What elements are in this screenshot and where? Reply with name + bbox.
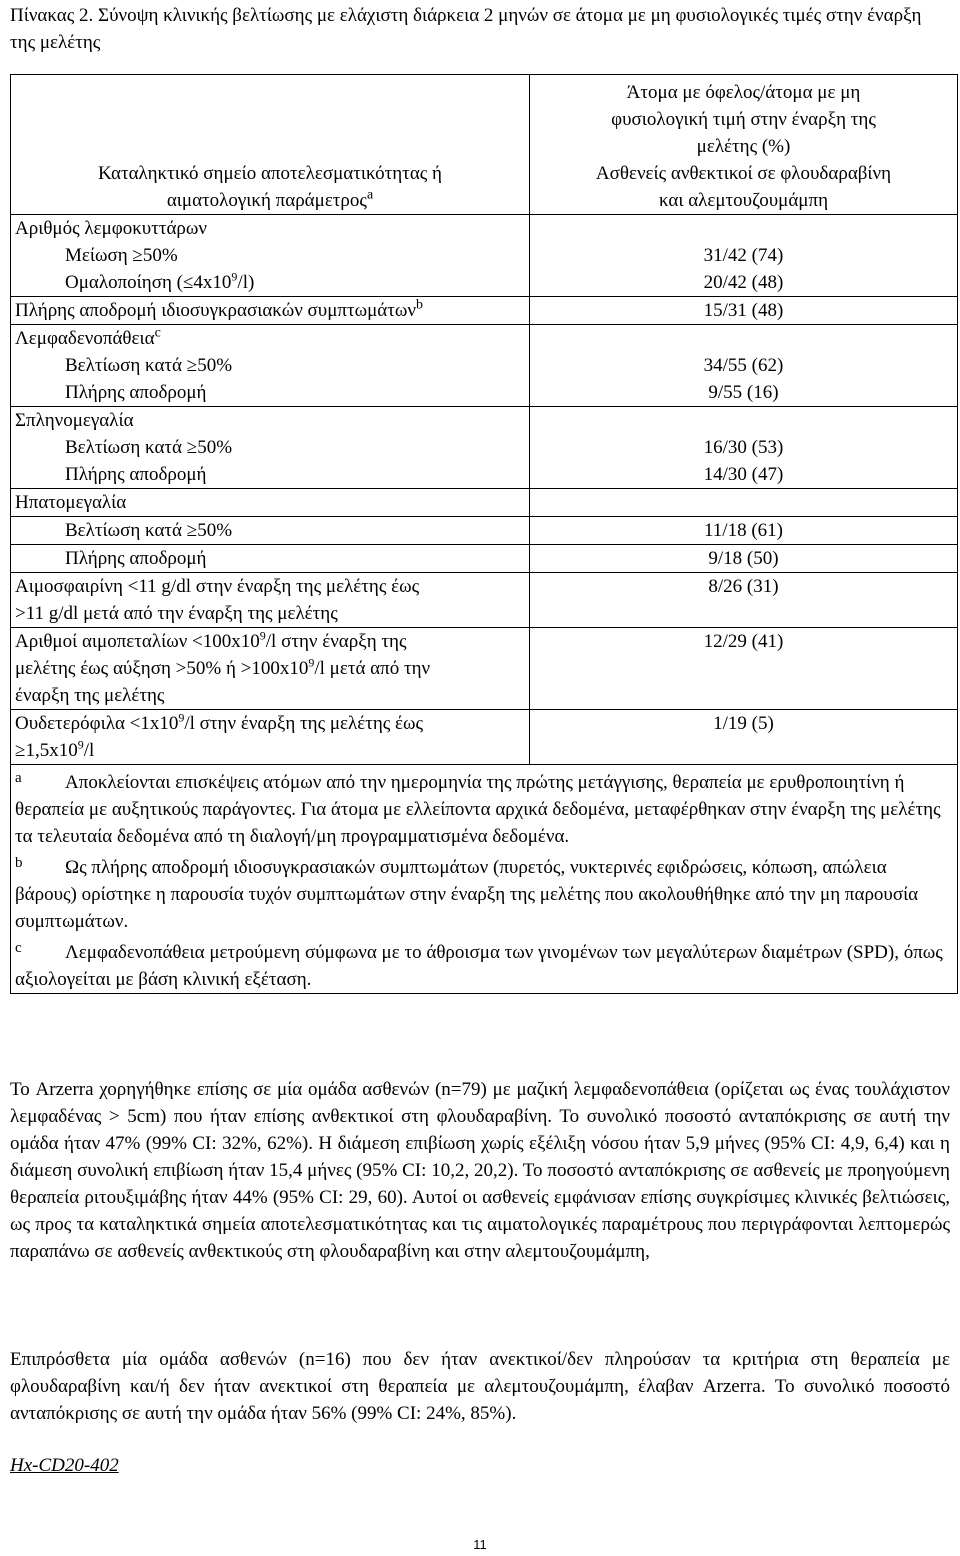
- value-cell: 31/42 (74): [703, 245, 784, 266]
- ge-symbol: ≥: [15, 740, 26, 761]
- footnote-a-ref: a: [366, 187, 374, 203]
- study-code: Hx-CD20-402: [10, 1455, 119, 1476]
- sub-label: Πλήρης αποδρομή: [65, 382, 207, 403]
- exponent: 9: [259, 628, 266, 643]
- value-cell: 11/18 (61): [530, 517, 958, 545]
- table-row: [11, 517, 958, 545]
- ge-symbol: ≥: [186, 437, 198, 458]
- table-row: [11, 489, 958, 517]
- exponent: 9: [308, 655, 315, 670]
- sub-label-part: /l): [237, 272, 255, 293]
- value-cell: 15/31 (48): [530, 297, 958, 325]
- table-header-row: [11, 75, 958, 215]
- ge-symbol: ≥: [186, 355, 198, 376]
- sub-label-pct: 50%: [197, 437, 233, 458]
- table-row: [11, 545, 958, 573]
- table-row: [11, 215, 958, 297]
- footnotes-row: [11, 765, 958, 994]
- header-endpoint-line1: Καταληκτικό σημείο αποτελεσματικότητας ή: [98, 163, 442, 184]
- paragraph-bulky-lymphadenopathy: Το Arzerra χορηγήθηκε επίσης σε μία ομάδα ασθενών (n=79) με μαζική λεμφαδενοπάθεια (ορίζεται ως ένας τουλάχιστον λεμφαδένας > 5cm) που ήταν επίσης ανθεκτικοί στη φλουδαραβίνη. Το συνολικό ποσοστό ανταπόκρισης σε αυτή την ομάδα ήταν 47% (99% CI: 32%, 62%). Η διάμεση επιβίωση χωρίς εξέλιξη νόσου ήταν 5,9 μήνες (95% CI: 4,9, 6,4) και η διάμεση συνολική επιβίωση ήταν 15,4 μήνες (95% CI: 10,2, 20,2). Το ποσοστό ανταπόκρισης σε ασθενείς με προηγούμενη θεραπεία ριτουξιμάβης ήταν 44% (95% CI: 29, 60). Αυτοί οι ασθενείς εμφάνισαν επίσης συγκρίσιμες κλινικές βελτιώσεις, ως προς τα καταληκτικά σημεία αποτελεσματικότητας και τις αιματολογικές παραμέτρους που περιγράφονται λεπτομερώς παραπάνω σε ασθενείς ανθεκτικούς στη φλουδαραβίνη και στην αλεμτουζουμάμπη,: [10, 1079, 950, 1262]
- header-benefit-cell: [530, 75, 958, 215]
- page-number: 11: [473, 1537, 487, 1552]
- row-label-lymphocytes: Αριθμός λεμφοκυττάρων: [15, 218, 208, 239]
- sub-label-pct: 50%: [197, 355, 233, 376]
- row-label-splenomegaly: Σπληνομεγαλία: [15, 410, 134, 431]
- row-label-part: /l στην έναρξη της μελέτης έως: [184, 713, 424, 734]
- header-benefit-line5: και αλεμτουζουμάμπη: [658, 190, 829, 211]
- ge-symbol: ≥: [132, 245, 143, 266]
- row-label-part: μελέτης έως αύξηση >50% ή >100x10: [15, 658, 309, 679]
- sub-label-part: 4x10: [193, 272, 232, 293]
- header-benefit-line1: Άτομα με όφελος/άτομα με μη: [626, 82, 861, 103]
- footnote-a: [15, 765, 953, 850]
- table-row: [11, 710, 958, 765]
- sub-label: Βελτίωση κατά: [65, 437, 187, 458]
- value-cell: 16/30 (53): [703, 437, 784, 458]
- footnote-b-ref: b: [416, 297, 423, 313]
- footnote-a-mark: a: [15, 770, 22, 786]
- header-benefit-line2: φυσιολογική τιμή στην έναρξη της: [611, 109, 876, 130]
- sub-label: Ομαλοποίηση (: [65, 272, 183, 293]
- table-row: [11, 628, 958, 710]
- sub-label: Μείωση: [65, 245, 133, 266]
- row-label-part: έναρξη της μελέτης: [15, 685, 165, 706]
- sub-label: Βελτίωση κατά: [65, 520, 187, 541]
- sub-label: Πλήρης αποδρομή: [65, 464, 207, 485]
- row-label-neutrophils: Ουδετερόφιλα <1x10: [15, 713, 179, 734]
- row-label-symptoms: Πλήρης αποδρομή ιδιοσυγκρασιακών συμπτωμάτων: [15, 300, 416, 321]
- value-cell: 20/42 (48): [703, 272, 784, 293]
- value-cell: 1/19 (5): [530, 710, 958, 765]
- footnote-c-ref: c: [154, 325, 161, 341]
- value-cell: 12/29 (41): [530, 628, 958, 710]
- paragraph-intolerant-group: Επιπρόσθετα μία ομάδα ασθενών (n=16) που δεν ήταν ανεκτικοί/δεν πληρούσαν τα κριτήρια στη θεραπεία με φλουδαραβίνη και/ή δεν ήταν ανεκτικοί στη θεραπεία με αλεμτουζουμάμπη, έλαβαν Arzerra. Το συνολικό ποσοστό ανταπόκρισης σε αυτή την ομάδα ήταν 56% (99% CI: 24%, 85%).: [10, 1349, 950, 1424]
- value-cell: 9/18 (50): [530, 545, 958, 573]
- table-row: [11, 297, 958, 325]
- exponent: 9: [178, 710, 185, 725]
- row-label-hepatomegaly: Ηπατομεγαλία: [11, 489, 530, 517]
- results-table: [10, 74, 958, 994]
- header-endpoint-line2: αιματολογική παράμετρος: [166, 190, 367, 211]
- row-label-hemoglobin-cont: >11 g/dl μετά από την έναρξη της μελέτης: [15, 603, 338, 624]
- row-label-platelets: Αριθμοί αιμοπεταλίων <100x10: [15, 631, 260, 652]
- exponent: 9: [77, 737, 84, 752]
- header-endpoint-cell: [11, 75, 530, 215]
- row-label-part: 1,5x10: [25, 740, 78, 761]
- row-label-part: /l: [83, 740, 95, 761]
- sub-label: Πλήρης αποδρομή: [65, 548, 207, 569]
- footnote-c-mark: c: [15, 940, 22, 956]
- value-cell: 8/26 (31): [530, 573, 958, 628]
- value-cell: 34/55 (62): [703, 355, 784, 376]
- footnote-c: [15, 935, 953, 993]
- value-cell: 14/30 (47): [703, 464, 784, 485]
- footnote-a-text: Αποκλείονται επισκέψεις ατόμων από την ημερομηνία της πρώτης μετάγγισης, θεραπεία με ερυθροποιητίνη ή θεραπεία με αυξητικούς παράγοντες. Για άτομα με ελλείποντα αρχικά δεδομένα, μεταφέρθηκαν στην έναρξη της μελέτης τα τελευταία δεδομένα από τη διαλογή/μη προγραμματισμένα δεδομένα.: [15, 772, 941, 847]
- value-cell: 9/55 (16): [708, 382, 779, 403]
- row-label-hemoglobin: Αιμοσφαιρίνη <11 g/dl στην έναρξη της μελέτης έως: [15, 576, 420, 597]
- footnote-b-mark: b: [15, 855, 23, 871]
- le-symbol: ≤: [182, 272, 194, 293]
- ge-symbol: ≥: [186, 520, 198, 541]
- table-title: Πίνακας 2. Σύνοψη κλινικής βελτίωσης με ελάχιστη διάρκεια 2 μηνών σε άτομα με μη φυσιολογικές τιμές στην έναρξη της μελέτης: [10, 5, 922, 53]
- header-benefit-line4: Ασθενείς ανθεκτικοί σε φλουδαραβίνη: [595, 163, 892, 184]
- sub-label-pct: 50%: [197, 520, 233, 541]
- table-row: [11, 573, 958, 628]
- footnote-b-text: Ως πλήρης αποδρομή ιδιοσυγκρασιακών συμπτωμάτων (πυρετός, νυκτερινές εφιδρώσεις, κόπωση, απώλεια βάρους) ορίστηκε η παρουσία τυχόν συμπτωμάτων στην έναρξη της μελέτης που ακολουθήθηκε από την μη παρουσία συμπτωμάτων.: [15, 857, 919, 932]
- footnote-b: [15, 850, 953, 935]
- row-label-lymphadenopathy: Λεμφαδενοπάθεια: [15, 328, 155, 349]
- table-row: [11, 325, 958, 407]
- sub-label-pct: 50%: [142, 245, 178, 266]
- header-benefit-line3: μελέτης (%): [696, 136, 791, 157]
- row-label-part: /l μετά από την: [314, 658, 431, 679]
- footnote-c-text: Λεμφαδενοπάθεια μετρούμενη σύμφωνα με το άθροισμα των γινομένων των μεγαλύτερων διαμέτρων (SPD), όπως αξιολογείται με βάση κλινική εξέταση.: [15, 942, 943, 990]
- sub-label: Βελτίωση κατά: [65, 355, 187, 376]
- row-label-part: /l στην έναρξη της: [265, 631, 407, 652]
- exponent: 9: [231, 269, 238, 284]
- table-row: [11, 407, 958, 489]
